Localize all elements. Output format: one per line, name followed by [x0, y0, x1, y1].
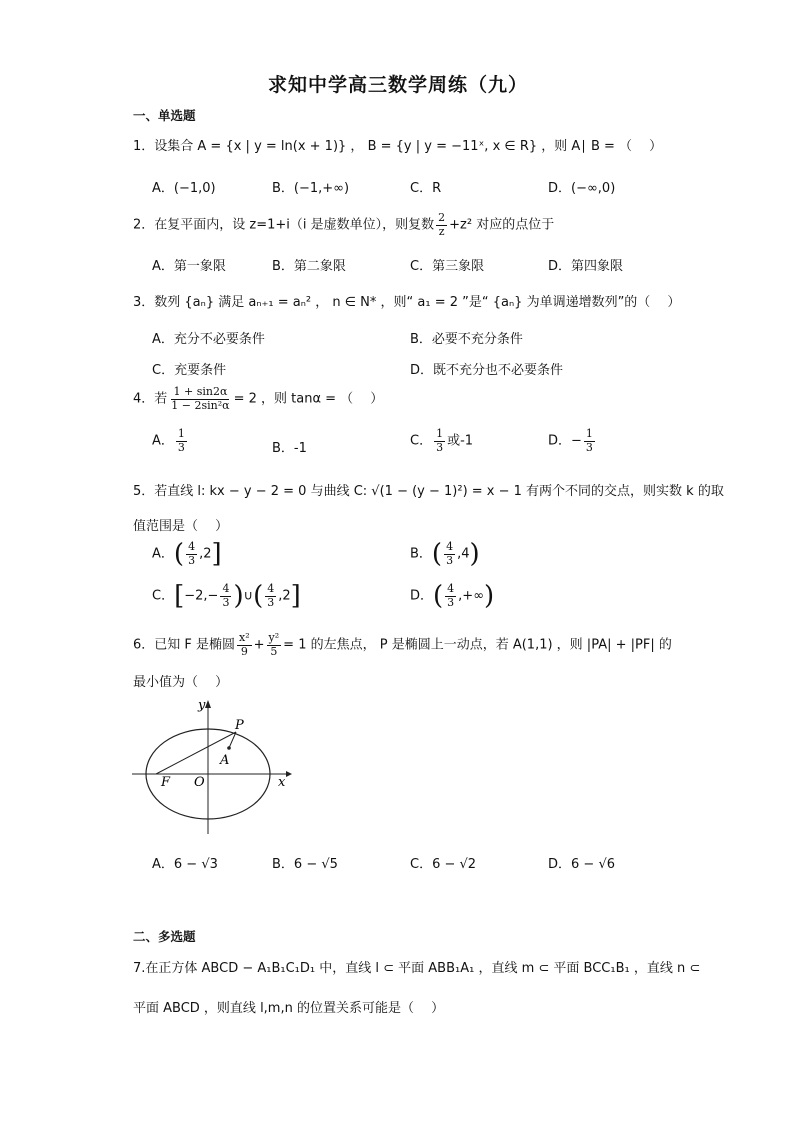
section-heading-multi-choice: 二、多选题	[133, 929, 196, 944]
question-6-option-a: A．6 − √3	[152, 857, 218, 872]
question-2-option-a: A．第一象限	[152, 259, 226, 274]
label-p: P	[235, 718, 244, 733]
question-3-option-c: C．充要条件	[152, 363, 227, 378]
label-y: y	[198, 698, 206, 713]
question-3-stem: 3．数列 {aₙ} 满足 aₙ₊₁ = aₙ² ， n ∈ N* ，则“ a₁ = 2 ”是“ {aₙ} 为单调递增数列”的（ ）	[133, 295, 681, 310]
question-4-stem: 4．若 $\frac{1 + \sin 2\alpha}{\text{1 − 2sin²α}}$ = 2 ，则 tanα = （ ）	[133, 385, 384, 412]
question-2-stem: 2．在复平面内，设 z=1+i（i 是虚数单位），则复数 $\frac{2}{z}$ +z² 对应的点位于	[133, 211, 555, 238]
question-3-option-b: B．必要不充分条件	[410, 332, 523, 347]
question-4-option-d: D．− $\frac{1}{3}$	[548, 427, 593, 454]
question-1-option-a: A．(−1,0)	[152, 181, 216, 196]
question-6-option-c: C．6 − √2	[410, 857, 477, 872]
question-4-option-a: A． $\frac{1}{3}$	[152, 427, 185, 454]
label-o: O	[194, 775, 205, 790]
question-7-stem-line1: 7.在正方体 ABCD − A₁B₁C₁D₁ 中，直线 l ⊂ 平面 ABB₁A₁ ，直线 m ⊂ 平面 BCC₁B₁ ，直线 n ⊂	[133, 961, 701, 976]
question-6-option-d: D．6 − √6	[548, 857, 615, 872]
page-title: 求知中学高三数学周练（九）	[268, 74, 529, 96]
x-axis-arrow	[286, 771, 292, 777]
question-2-option-c: C．第三象限	[410, 259, 485, 274]
label-f: F	[161, 775, 171, 790]
question-1-stem: 1．设集合 A = {x | y = ln(x + 1)} ， B = {y | y = −11ˣ, x ∈ R} ，则 A∣ B = （ ）	[133, 139, 663, 154]
ellipse-figure	[128, 694, 298, 839]
question-4-option-b: B．-1	[272, 441, 307, 456]
question-5-option-a: A．( $\frac{4}{3}$ ,2]	[152, 539, 222, 570]
question-2-option-b: B．第二象限	[272, 259, 346, 274]
question-1-option-c: C．R	[410, 181, 442, 196]
question-7-stem-line2: 平面 ABCD ，则直线 l,m,n 的位置关系可能是（ ）	[133, 1001, 445, 1016]
y-axis-arrow	[205, 700, 211, 708]
question-6-stem-line1: 6．已知 F 是椭圆 $\frac{\text{x²}}{9}$ + $\frac{\text{y²}}{5}$ = 1 的左焦点， P 是椭圆上一动点，若 A(1,1) ，则 |PA| + |PF| 的	[133, 631, 672, 658]
question-5-option-d: D．( $\frac{4}{3}$ ,+∞)	[410, 581, 495, 612]
question-5-option-c: C．[−2,− $\frac{4}{3}$ )∪( $\frac{4}{3}$ ,2]	[152, 581, 301, 612]
label-x: x	[278, 775, 286, 790]
question-5-option-b: B．( $\frac{4}{3}$ ,4)	[410, 539, 480, 570]
point-a-dot	[227, 746, 231, 750]
question-1-option-d: D．(−∞,0)	[548, 181, 616, 196]
question-1-option-b: B．(−1,+∞)	[272, 181, 350, 196]
question-2-option-d: D．第四象限	[548, 259, 624, 274]
question-3-option-a: A．充分不必要条件	[152, 332, 265, 347]
label-a: A	[220, 753, 230, 768]
question-5-stem-line1: 5．若直线 l: kx − y − 2 = 0 与曲线 C: √(1 − (y − 1)²) = x − 1 有两个不同的交点，则实数 k 的取	[133, 484, 724, 499]
question-4-option-c: C． $\frac{1}{3}$ 或-1	[410, 427, 474, 454]
question-5-stem-line2: 值范围是（ ）	[133, 519, 229, 534]
question-3-option-d: D．既不充分也不必要条件	[410, 363, 564, 378]
section-heading-single-choice: 一、单选题	[133, 108, 196, 123]
question-6-option-b: B．6 − √5	[272, 857, 338, 872]
question-6-stem-line2: 最小值为（ ）	[133, 675, 229, 690]
